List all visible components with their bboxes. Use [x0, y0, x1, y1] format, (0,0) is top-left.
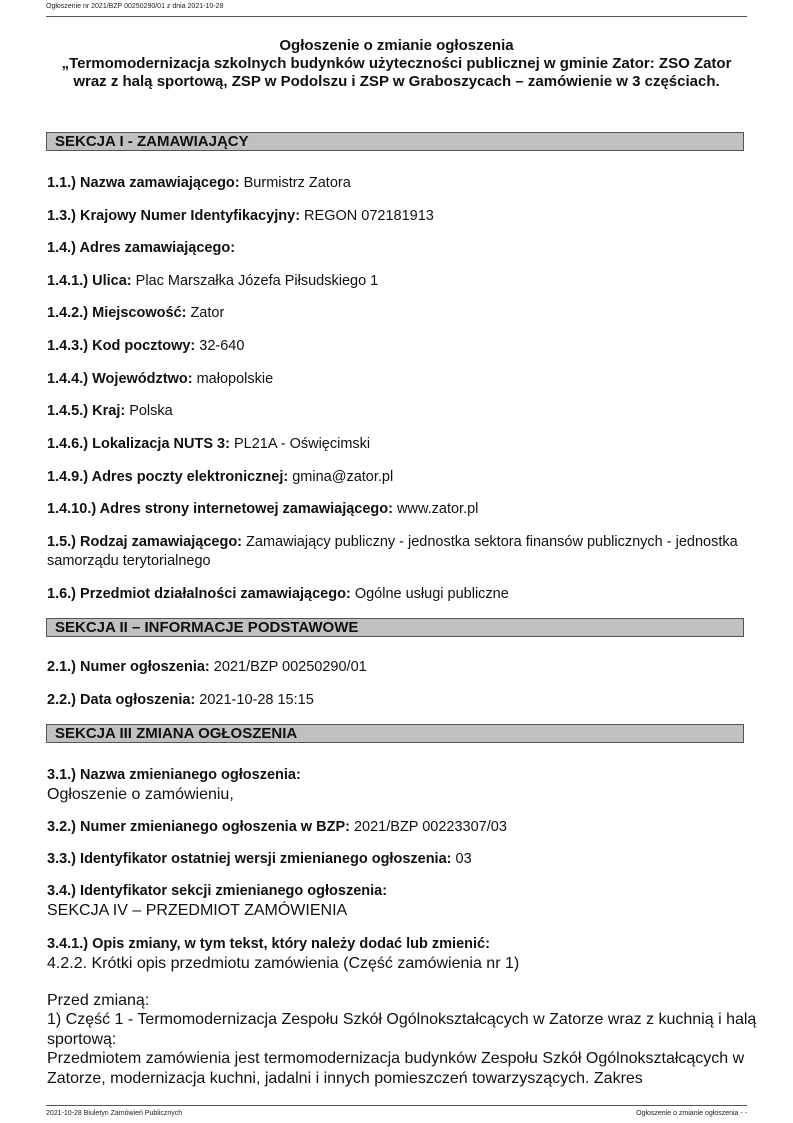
field-3-4-1-label: 3.4.1.) Opis zmiany, w tym tekst, który należy dodać lub zmienić:: [47, 936, 490, 952]
document-title: [0, 37, 793, 91]
field-label: 1.1.) Nazwa zamawiającego:: [47, 175, 240, 191]
field-label: 3.3.) Identyfikator ostatniej wersji zmienianego ogłoszenia:: [47, 851, 452, 867]
field-label: 3.2.) Numer zmienianego ogłoszenia w BZP:: [47, 819, 350, 835]
field-label: 1.4.) Adres zamawiającego:: [47, 240, 236, 256]
field-value: REGON 072181913: [300, 208, 434, 224]
field-label: 1.3.) Krajowy Numer Identyfikacyjny:: [47, 208, 301, 224]
field-3-4-1-value: 4.2.2. Krótki opis przedmiotu zamówienia (Część zamówienia nr 1): [47, 955, 520, 972]
field-label: 1.5.) Rodzaj zamawiającego:: [47, 534, 243, 550]
field-2-1: [47, 658, 747, 677]
title-line-1: Ogłoszenie o zmianie ogłoszenia: [279, 37, 514, 54]
field-label: 1.4.4.) Województwo:: [47, 371, 193, 387]
field-value: 2021/BZP 00250290/01: [209, 659, 367, 675]
field-label: 2.2.) Data ogłoszenia:: [47, 692, 196, 708]
footer-divider: [46, 1105, 747, 1106]
field-1-4-2: [47, 304, 747, 323]
section-2-heading: SEKCJA II – INFORMACJE PODSTAWOWE: [46, 618, 744, 637]
field-2-2: [47, 691, 747, 710]
header-divider: [46, 16, 747, 17]
field-value: Zamawiający publiczny - jednostka sektora finansów publicznych - jednostka samorządu terytorialnego: [47, 534, 738, 569]
before-change-text: 1) Część 1 - Termomodernizacja Zespołu Szkół Ogólnokształcących w Zatorze wraz z kuchnią i halą sportową:: [47, 1011, 757, 1048]
field-1-5: [47, 533, 747, 571]
field-1-3: [47, 207, 747, 226]
field-label: 1.4.2.) Miejscowość:: [47, 305, 187, 321]
field-3-4-label: 3.4.) Identyfikator sekcji zmienianego ogłoszenia:: [47, 883, 388, 899]
footer-right: Ogłoszenie o zmianie ogłoszenia - -: [636, 1110, 747, 1117]
field-value: PL21A - Oświęcimski: [229, 436, 371, 452]
field-value: gmina@zator.pl: [288, 469, 394, 485]
field-1-6: [47, 585, 747, 604]
field-value: 03: [451, 851, 472, 867]
field-label: 2.1.) Numer ogłoszenia:: [47, 659, 210, 675]
field-value: 32-640: [195, 338, 245, 354]
title-line-3: wraz z halą sportową, ZSP w Podolszu i ZSP w Graboszycach – zamówienie w 3 częściach.: [73, 73, 720, 90]
field-value: Zator: [186, 305, 225, 321]
field-label: 1.4.6.) Lokalizacja NUTS 3:: [47, 436, 230, 452]
field-label: 1.4.10.) Adres strony internetowej zamawiającego:: [47, 501, 393, 517]
section-3-heading: SEKCJA III ZMIANA OGŁOSZENIA: [46, 724, 744, 743]
field-label: 1.4.5.) Kraj:: [47, 403, 126, 419]
field-3-1-label: 3.1.) Nazwa zmienianego ogłoszenia:: [47, 767, 301, 783]
field-1-4: [47, 239, 747, 258]
field-3-4-value: SEKCJA IV – PRZEDMIOT ZAMÓWIENIA: [47, 902, 348, 919]
field-value: małopolskie: [192, 371, 274, 387]
field-1-4-10: [47, 500, 747, 519]
field-3-1-value: Ogłoszenie o zamówieniu,: [47, 786, 234, 803]
field-label: 1.4.9.) Adres poczty elektronicznej:: [47, 469, 289, 485]
field-value: www.zator.pl: [392, 501, 479, 517]
field-value: Burmistrz Zatora: [239, 175, 351, 191]
field-label: 1.4.1.) Ulica:: [47, 273, 132, 289]
field-label: 1.4.3.) Kod pocztowy:: [47, 338, 196, 354]
field-value: 2021-10-28 15:15: [195, 692, 314, 708]
field-3-2: [47, 818, 747, 837]
field-1-4-5: [47, 402, 747, 421]
field-value: Polska: [125, 403, 173, 419]
footer-left: 2021-10-28 Biuletyn Zamówień Publicznych: [46, 1110, 183, 1117]
before-change-label: Przed zmianą:: [47, 992, 150, 1009]
field-1-4-6: [47, 435, 747, 454]
field-1-4-3: [47, 337, 747, 356]
field-label: 1.6.) Przedmiot działalności zamawiającego:: [47, 586, 351, 602]
title-line-2: „Termomodernizacja szkolnych budynków użyteczności publicznej w gminie Zator: ZSO Zator: [61, 55, 732, 72]
field-3-3: [47, 850, 747, 869]
field-1-1: [47, 174, 747, 193]
field-1-4-1: [47, 272, 747, 291]
field-1-4-4: [47, 370, 747, 389]
field-value: 2021/BZP 00223307/03: [349, 819, 507, 835]
field-value: Ogólne usługi publiczne: [350, 586, 509, 602]
page-header: Ogłoszenie nr 2021/BZP 00250290/01 z dnia 2021-10-28: [46, 3, 224, 10]
field-value: Plac Marszałka Józefa Piłsudskiego 1: [131, 273, 379, 289]
section-1-heading: SEKCJA I - ZAMAWIAJĄCY: [46, 132, 744, 151]
before-change-text-2: Przedmiotem zamówienia jest termomodernizacja budynków Zespołu Szkół Ogólnokształcących w Zatorze, modernizacja kuchni, jadalni i innych pomieszczeń towarzyszących. Zakres: [47, 1050, 745, 1087]
field-1-4-9: [47, 468, 747, 487]
